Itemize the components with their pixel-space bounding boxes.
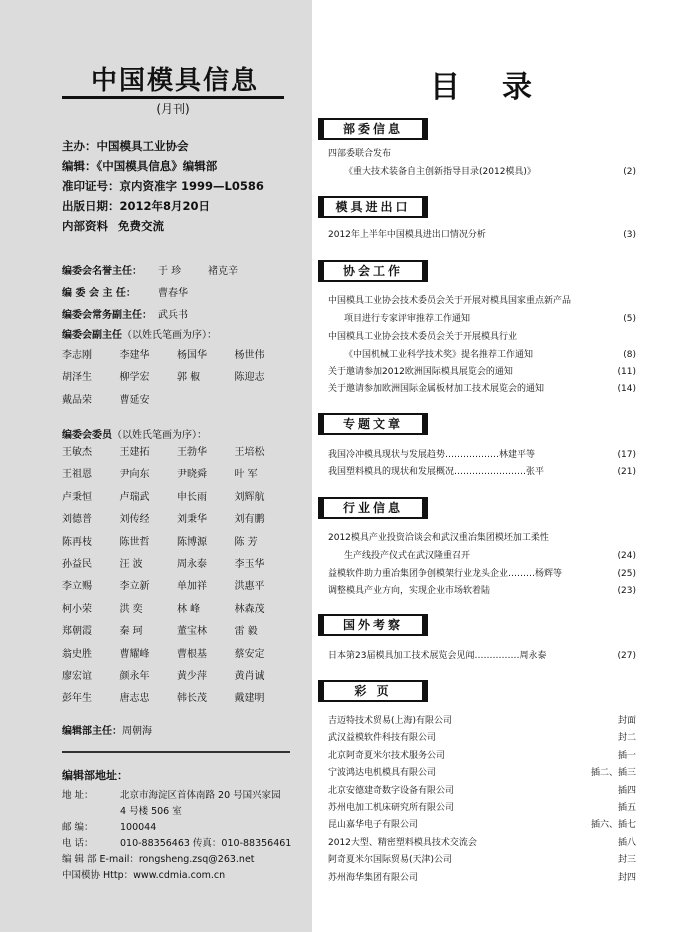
honorary-director-name: 褚克辛 (208, 266, 238, 277)
toc-entry[interactable]: 《中国机械工业科学技术奖》提名推荐工作通知 (8) (344, 347, 636, 364)
member-name: 刘秉华 (177, 514, 207, 526)
member-name: 郭 椒 (177, 372, 201, 384)
member-name: 孙益民 (62, 558, 92, 570)
toc-entry[interactable]: 2012大型、精密塑料模具技术交流会 插八 (328, 835, 636, 852)
postcode-row: 邮 编： 100044 (62, 822, 157, 833)
member-name: 刘辉航 (234, 491, 265, 503)
info-row: 内部资料 免费交流 (62, 219, 164, 233)
member-name: 秦 珂 (119, 626, 143, 638)
member-name: 王敏杰 (62, 447, 92, 458)
member-name: 洪 奕 (119, 603, 143, 615)
members-list (62, 442, 292, 711)
member-name: 尹晓舜 (177, 469, 207, 481)
toc-entry[interactable]: 我国冷冲模具现状与发展趋势………………林建平等 (17) (328, 447, 636, 464)
member-name: 李建华 (119, 350, 150, 361)
executive-vice-name: 武兵书 (158, 310, 188, 321)
member-name: 王建拓 (119, 447, 150, 458)
title-rule (62, 96, 284, 99)
members-label: 编委会委员（以姓氏笔画为序）： (62, 430, 207, 441)
member-name: 陈世哲 (119, 536, 150, 548)
member-name: 杨国华 (177, 350, 207, 361)
honorary-director-name: 于 珍 (158, 266, 182, 277)
toc-entry[interactable]: 苏州电加工机床研究所有限公司 插五 (328, 800, 636, 817)
info-row: 主办：中国模具工业协会 (62, 139, 189, 153)
member-name: 胡泽生 (62, 372, 92, 384)
member-name: 陈博源 (177, 536, 207, 548)
member-name: 陈再枝 (62, 536, 92, 548)
toc-entry[interactable]: 吉迈特技术贸易(上海)有限公司 封面 (328, 713, 636, 730)
info-row: 编辑：《中国模具信息》编辑部 (62, 159, 218, 173)
toc-entry[interactable]: 日本第23届模具加工技术展览会见闻……………周永泰 (27) (328, 648, 636, 665)
director-label: 编 委 会 主 任： (62, 288, 136, 299)
section-heading: 国外考察 (322, 614, 424, 636)
toc-entry[interactable]: 昆山嘉华电子有限公司 插六、插七 (328, 817, 636, 834)
toc-entry[interactable]: 调整模具产业方向，实现企业市场软着陆 (23) (328, 583, 636, 600)
member-name: 单加祥 (177, 581, 207, 593)
member-name: 卢瑞武 (119, 491, 150, 503)
toc-entry[interactable]: 关于邀请参加2012欧洲国际模具展览会的通知 (11) (328, 364, 636, 381)
vice-director-list (62, 345, 292, 412)
member-name: 黄肖诚 (234, 670, 265, 682)
toc-entry[interactable]: 北京安德建奇数字设备有限公司 插四 (328, 783, 636, 800)
toc-entry[interactable]: 项目进行专家评审推荐工作通知 (5) (344, 311, 636, 328)
member-name: 郑朝霞 (62, 626, 92, 638)
toc-entry[interactable]: 苏州海华集团有限公司 封四 (328, 870, 636, 887)
member-name: 唐志忠 (119, 693, 150, 705)
member-name: 黄少萍 (177, 670, 207, 682)
toc-entry[interactable]: 关于邀请参加欧洲国际金属板材加工技术展览会的通知 (14) (328, 381, 636, 398)
masthead-panel (0, 0, 312, 932)
director-name: 曹春华 (158, 288, 188, 299)
member-name: 廖宏谊 (62, 670, 92, 682)
member-name: 蔡安定 (234, 648, 265, 660)
member-name: 卢秉恒 (62, 491, 92, 503)
member-name: 李志刚 (62, 350, 92, 361)
toc-entry[interactable]: 2012年上半年中国模具进出口情况分析 (3) (328, 227, 636, 244)
section-heading: 彩 页 (322, 680, 424, 702)
phone-row: 电 话： 010-88356463 传真：010-88356461 (62, 838, 292, 849)
section-heading: 专题文章 (322, 413, 424, 435)
member-name: 申长雨 (177, 491, 207, 503)
toc-entry[interactable]: 宁波鸿达电机模具有限公司 插二、插三 (328, 765, 636, 782)
member-name: 王勃华 (177, 447, 207, 458)
toc-entry[interactable]: 2012模具产业投资洽谈会和武汉重冶集团模坯加工柔性 (328, 533, 549, 543)
honorary-director-label: 编委会名誉主任： (62, 266, 142, 277)
toc-entry[interactable]: 我国塑料模具的现状和发展概况……………………张平 (21) (328, 464, 636, 481)
info-row: 出版日期：2012年8月20日 (62, 199, 211, 213)
member-name: 戴建明 (234, 693, 265, 705)
member-name: 汪 波 (119, 558, 143, 570)
member-name: 曹耀峰 (119, 648, 150, 660)
info-row: 准印证号：京内资准字 1999—L0586 (62, 179, 264, 193)
member-name: 陈迎志 (234, 372, 265, 384)
section-heading: 行业信息 (322, 497, 424, 519)
toc-entry[interactable]: 北京阿奇夏米尔技术服务公司 插一 (328, 748, 636, 765)
frequency-label: (月刊) (156, 102, 190, 116)
divider (62, 751, 290, 753)
member-name: 彭年生 (62, 693, 92, 705)
member-name: 尹向东 (119, 469, 150, 481)
member-name: 柳学宏 (119, 372, 150, 384)
member-name: 林森茂 (234, 603, 265, 615)
member-name: 刘有鹏 (234, 514, 265, 526)
member-name: 王培松 (234, 447, 265, 458)
member-name: 韩长茂 (177, 693, 207, 705)
address-label: 编辑部地址： (62, 769, 128, 782)
toc-entry[interactable]: 生产线投产仪式在武汉隆重召开 (24) (344, 548, 636, 565)
member-name: 王祖恩 (62, 469, 92, 481)
member-name: 翁史胜 (62, 648, 92, 660)
member-name: 刘传经 (119, 514, 150, 526)
member-name: 颜永年 (119, 670, 150, 682)
address-row: 地 址： 北京市海淀区首体南路 20 号国兴家园 (62, 790, 281, 801)
member-name: 雷 毅 (234, 626, 258, 638)
toc-entry[interactable]: 阿奇夏米尔国际贸易(天津)公司 封三 (328, 852, 636, 869)
member-name: 洪惠平 (234, 581, 265, 593)
email-row: 编 辑 部 E-mail：rongsheng.zsq@263.net (62, 854, 255, 865)
member-name: 杨世伟 (234, 350, 265, 361)
member-name: 戴品荣 (62, 394, 92, 406)
member-name: 刘德普 (62, 514, 92, 526)
executive-vice-label: 编委会常务副主任： (62, 310, 152, 321)
magazine-title: 中国模具信息 (90, 66, 259, 96)
editorial-director: 编辑部主任：周朝海 (62, 726, 152, 737)
member-name: 叶 军 (234, 469, 258, 481)
section-heading: 协会工作 (322, 260, 424, 282)
section-heading: 模具进出口 (322, 196, 424, 218)
toc-entry[interactable]: 益模软件助力重冶集团争创模架行业龙头企业………杨辉等 (25) (328, 566, 636, 583)
website-row: 中国模协 Http：www.cdmia.com.cn (62, 870, 226, 881)
toc-entry[interactable]: 四部委联合发布 (328, 149, 392, 159)
address-row: 4 号楼 506 室 (120, 806, 182, 817)
member-name: 李立新 (119, 581, 150, 593)
vice-director-label: 编委会副主任（以姓氏笔画为序）： (62, 330, 217, 341)
toc-entry[interactable]: 武汉益模软件科技有限公司 封二 (328, 730, 636, 747)
member-name: 董宝林 (177, 626, 207, 638)
member-name: 李立赐 (62, 581, 92, 593)
member-name: 陈 芳 (234, 536, 258, 548)
member-name: 李玉华 (234, 558, 265, 570)
toc-entry[interactable]: 中国模具工业协会技术委员会关于开展模具行业 (328, 332, 518, 342)
member-name: 曹根基 (177, 648, 207, 660)
toc-title: 目录 (430, 70, 574, 105)
toc-entry[interactable]: 《重大技术装备自主创新指导目录(2012模具)》 (2) (344, 164, 636, 181)
member-name: 曹延安 (119, 394, 150, 406)
toc-entry[interactable]: 中国模具工业协会技术委员会关于开展对模具国家重点新产品 (328, 296, 572, 306)
section-heading: 部委信息 (322, 118, 424, 140)
member-name: 林 峰 (177, 603, 201, 615)
member-name: 柯小荣 (62, 603, 92, 615)
member-name: 周永泰 (177, 558, 207, 570)
